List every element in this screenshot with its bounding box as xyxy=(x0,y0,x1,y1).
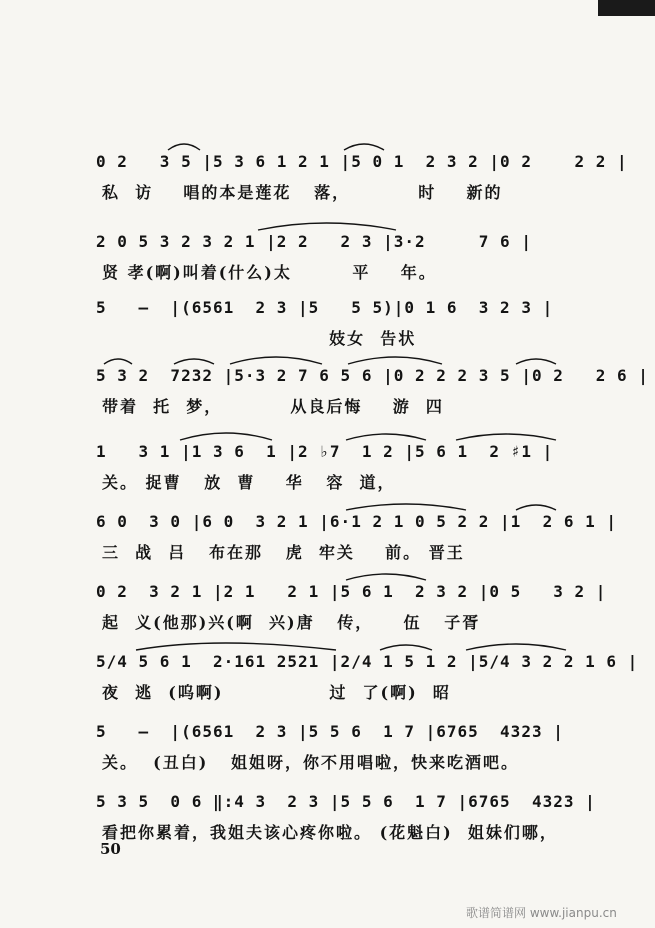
lyric-line: 三 战 吕 布在那 虎 牢关 前。 晋王 xyxy=(102,543,465,562)
notation-line: 1 3 1 |1 3 6 1 |2 ♭7 1 2 |5 6 1 2 ♯1 | xyxy=(96,442,554,461)
score-row-6 xyxy=(96,508,618,572)
page-number: 50 xyxy=(100,840,121,858)
score-row-7 xyxy=(96,578,607,642)
score-row-5 xyxy=(96,438,574,502)
notation-line: 5 — |(6561 2 3 |5 5 5)|0 1 6 3 2 3 | xyxy=(96,298,554,317)
score-row-10 xyxy=(96,788,596,852)
lyric-line: 带着 托 梦， 从良后悔 游 四 xyxy=(102,397,444,416)
notation-line: 5/4 5 6 1 2·161 2521 |2/4 1 5 1 2 |5/4 3 2 2 1 6 | xyxy=(96,652,639,671)
score-row-1 xyxy=(96,148,628,212)
score-row-8 xyxy=(96,648,639,712)
lyric-line: 私 访 唱的本是莲花 落， 时 新的 xyxy=(102,183,503,202)
notation-line: 5 3 5 0 6 ‖:4 3 2 3 |5 5 6 1 7 |6765 4323 | xyxy=(96,792,596,811)
notation-line: 5 — |(6561 2 3 |5 5 6 1 7 |6765 4323 | xyxy=(96,722,564,741)
lyric-line: 关。 (丑白) 姐姐呀，你不用唱啦，快来吃酒吧。 xyxy=(102,753,519,772)
lyric-line: 关。 捉曹 放 曹 华 容 道， xyxy=(102,473,396,492)
notation-line: 6 0 3 0 |6 0 3 2 1 |6·1 2 1 0 5 2 2 |1 2 6 1 | xyxy=(96,512,618,531)
score-row-4 xyxy=(96,362,649,426)
score-row-3 xyxy=(96,294,574,358)
lyric-line: 夜 逃 (呜啊) 过 了(啊) 昭 xyxy=(102,683,451,702)
notation-line: 0 2 3 5 |5 3 6 1 2 1 |5 0 1 2 3 2 |0 2 2 2 | xyxy=(96,152,628,171)
lyric-line: 妓女 告状 xyxy=(102,329,417,348)
notation-line: 0 2 3 2 1 |2 1 2 1 |5 6 1 2 3 2 |0 5 3 2 | xyxy=(96,582,607,601)
watermark: 歌谱简谱网 www.jianpu.cn xyxy=(466,906,617,920)
lyric-line: 贤 孝(啊)叫着(什么)太 平 年。 xyxy=(102,263,437,282)
notation-line: 2 0 5 3 2 3 2 1 |2 2 2 3 |3·2 7 6 | xyxy=(96,232,532,251)
lyric-line: 起 义(他那)兴(啊 兴)唐 传， 伍 子胥 xyxy=(102,613,481,632)
notation-line: 5 3 2 7232 |5·3 2 7 6 5 6 |0 2 2 2 3 5 |0 2 2 6 | xyxy=(96,366,649,385)
lyric-line: 看把你累着，我姐夫该心疼你啦。 (花魁白) 姐妹们哪， xyxy=(102,823,558,842)
score-row-9 xyxy=(96,718,574,782)
score-row-2 xyxy=(96,228,574,292)
corner-scan-mark xyxy=(598,0,655,16)
